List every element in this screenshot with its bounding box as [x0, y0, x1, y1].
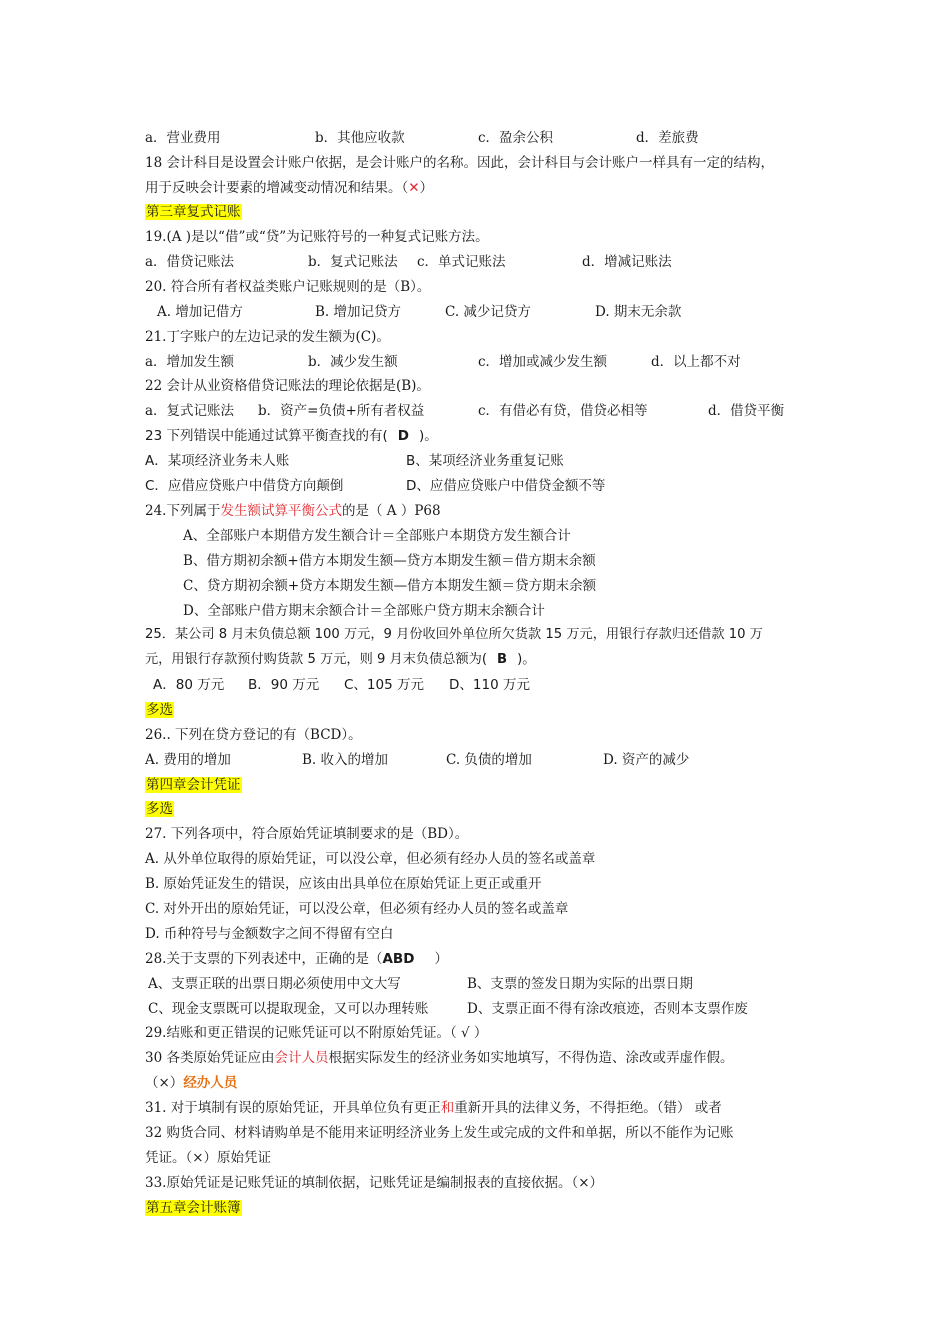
question-23-close: )。	[418, 428, 438, 444]
question-30-text: 30 各类原始凭证应由	[145, 1050, 275, 1066]
cross-mark-icon: ✕	[408, 180, 420, 196]
chapter-3-heading	[145, 200, 242, 224]
question-19: 19.(A )是以“借”或“贷”为记账符号的一种复式记账方法。	[145, 229, 489, 245]
question-24-option-d: D、全部账户借方期末余额合计＝全部账户贷方期末余额合计	[183, 603, 545, 619]
question-25-line1: 25．某公司 8 月末负债总额 100 万元，9 月份收回外单位所欠货款 15 万元，用银行存款归还借款 10 万	[145, 627, 763, 642]
chapter-5-heading	[145, 1196, 242, 1220]
option-b: b．其他应收款	[315, 130, 405, 146]
option-a: A、支票正联的出票日期必须使用中文大写	[148, 976, 401, 992]
option-d: d．以上都不对	[651, 354, 741, 370]
option-c: C、105 万元	[344, 677, 424, 693]
question-22: 22 会计从业资格借贷记账法的理论依据是(B)。	[145, 378, 430, 394]
question-25-answer: B	[497, 652, 508, 667]
option-a: a．复式记账法	[145, 403, 235, 419]
question-24	[145, 499, 441, 523]
option-b: B、支票的签发日期为实际的出票日期	[467, 976, 693, 992]
option-d: d．借贷平衡	[708, 403, 785, 419]
question-31	[145, 1096, 722, 1120]
question-24-option-c: C、贷方期初余额+贷方本期发生额—借方本期发生额＝贷方期末余额	[183, 578, 597, 594]
option-d: D、应借应贷账户中借贷金额不等	[406, 478, 606, 494]
option-b: b．减少发生额	[308, 354, 398, 370]
option-d: D. 资产的减少	[603, 752, 690, 768]
question-18-line1: 18 会计科目是设置会计账户依据，是会计账户的名称。因此，会计科目与会计账户一样具有一定的结构，	[145, 155, 774, 171]
option-a: A．某项经济业务未人账	[145, 453, 290, 469]
question-32-line1: 32 购货合同、材料请购单是不能用来证明经济业务上发生或完成的文件和单据，所以不能作为记账	[145, 1125, 734, 1141]
question-28-text: 28.关于支票的下列表述中，正确的是（	[145, 951, 383, 967]
question-24-rest: 的是（ A ）P68	[341, 503, 441, 519]
option-d: D、110 万元	[449, 677, 530, 693]
chapter-3-title: 第三章复式记账	[146, 204, 241, 220]
option-b: B. 增加记贷方	[315, 304, 402, 320]
option-b: B．90 万元	[248, 677, 320, 693]
option-c: C. 减少记贷方	[445, 304, 531, 320]
question-18-line2	[145, 176, 433, 200]
question-18-text: 用于反映会计要素的增减变动情况和结果。（	[145, 180, 409, 196]
question-32-line2: 凭证。（×）原始凭证	[145, 1150, 272, 1166]
option-d: d．增减记账法	[582, 254, 672, 270]
question-31-text: 31. 对于填制有误的原始凭证，开具单位负有更正	[145, 1100, 441, 1116]
question-28-close: ）	[434, 951, 448, 967]
option-b: B. 收入的增加	[302, 752, 389, 768]
question-29: 29.结账和更正错误的记账凭证可以不附原始凭证。（ √ ）	[145, 1025, 488, 1041]
question-27-option-b: B. 原始凭证发生的错误，应该由出具单位在原始凭证上更正或重开	[145, 876, 542, 892]
question-20: 20. 符合所有者权益类账户记账规则的是（B）。	[145, 279, 431, 295]
question-27: 27. 下列各项中，符合原始凭证填制要求的是（BD）。	[145, 826, 469, 842]
option-a: A．80 万元	[153, 677, 225, 693]
option-a: a．营业费用	[145, 130, 221, 146]
question-25-text: 元，用银行存款预付购货款 5 万元，则 9 月末负债总额为(	[145, 652, 488, 667]
question-28-answer: ABD	[382, 951, 415, 967]
option-c: c．增加或减少发生额	[478, 354, 608, 370]
multi-select-heading-2	[145, 797, 174, 821]
question-31-highlight: 和	[440, 1100, 455, 1116]
question-24-option-b: B、借方期初余额+借方本期发生额—贷方本期发生额＝借方期末余额	[183, 553, 596, 569]
question-30-verdict: （×）	[145, 1075, 184, 1091]
option-c: c．盈余公积	[478, 130, 554, 146]
option-c: c．有借必有贷，借贷必相等	[478, 403, 648, 419]
option-d: d．差旅费	[636, 130, 699, 146]
question-21: 21.丁字账户的左边记录的发生额为(C)。	[145, 329, 390, 345]
question-24-text: 24.下列属于	[145, 503, 221, 519]
question-23	[145, 424, 438, 448]
question-27-option-c: C. 对外开出的原始凭证，可以没公章，但必须有经办人员的签名或盖章	[145, 901, 569, 917]
question-25-close: )。	[517, 652, 536, 667]
question-30-line1	[145, 1046, 733, 1070]
multi-select-label: 多选	[146, 801, 173, 817]
option-b: b．资产=负债+所有者权益	[258, 403, 425, 419]
question-31-rest: 重新开具的法律义务，不得拒绝。（错） 或者	[454, 1100, 722, 1116]
question-27-option-d: D. 币种符号与金额数字之间不得留有空白	[145, 926, 394, 942]
chapter-5-title: 第五章会计账簿	[146, 1200, 241, 1216]
option-c: C、现金支票既可以提取现金，又可以办理转账	[148, 1001, 429, 1017]
option-c: C. 负债的增加	[446, 752, 532, 768]
question-27-option-a: A. 从外单位取得的原始凭证，可以没公章，但必须有经办人员的签名或盖章	[145, 851, 596, 867]
question-23-text: 23 下列错误中能通过试算平衡查找的有(	[145, 428, 388, 444]
option-b: B、某项经济业务重复记账	[406, 453, 564, 469]
option-d: D、支票正面不得有涂改痕迹，否则本支票作废	[467, 1001, 748, 1017]
multi-select-heading	[145, 698, 174, 722]
option-a: a．借贷记账法	[145, 254, 235, 270]
chapter-4-heading	[145, 773, 242, 797]
question-24-highlight: 发生额试算平衡公式	[220, 503, 342, 519]
question-26: 26.. 下列在贷方登记的有（BCD）。	[145, 727, 362, 743]
question-24-option-a: A、全部账户本期借方发生额合计＝全部账户本期贷方发生额合计	[183, 528, 571, 544]
question-23-answer: D	[397, 428, 409, 444]
option-c: C．应借应贷账户中借贷方向颠倒	[145, 478, 344, 494]
option-a: A. 增加记借方	[157, 304, 243, 320]
question-30-correction: 经办人员	[183, 1075, 238, 1091]
question-28	[145, 947, 448, 971]
question-25-line2	[145, 648, 535, 672]
option-d: D. 期末无余款	[595, 304, 682, 320]
multi-select-label: 多选	[146, 702, 173, 718]
question-30-line2	[145, 1071, 237, 1095]
question-33: 33.原始凭证是记账凭证的填制依据，记账凭证是编制报表的直接依据。（×）	[145, 1175, 604, 1191]
question-18-close: ）	[419, 180, 434, 196]
option-a: a．增加发生额	[145, 354, 235, 370]
question-30-highlight: 会计人员	[274, 1050, 329, 1066]
question-30-rest: 根据实际发生的经济业务如实地填写，不得伪造、涂改或弄虚作假。	[328, 1050, 734, 1066]
chapter-4-title: 第四章会计凭证	[146, 777, 241, 793]
option-a: A. 费用的增加	[145, 752, 231, 768]
option-c: c．单式记账法	[417, 254, 506, 270]
option-b: b．复式记账法	[308, 254, 398, 270]
